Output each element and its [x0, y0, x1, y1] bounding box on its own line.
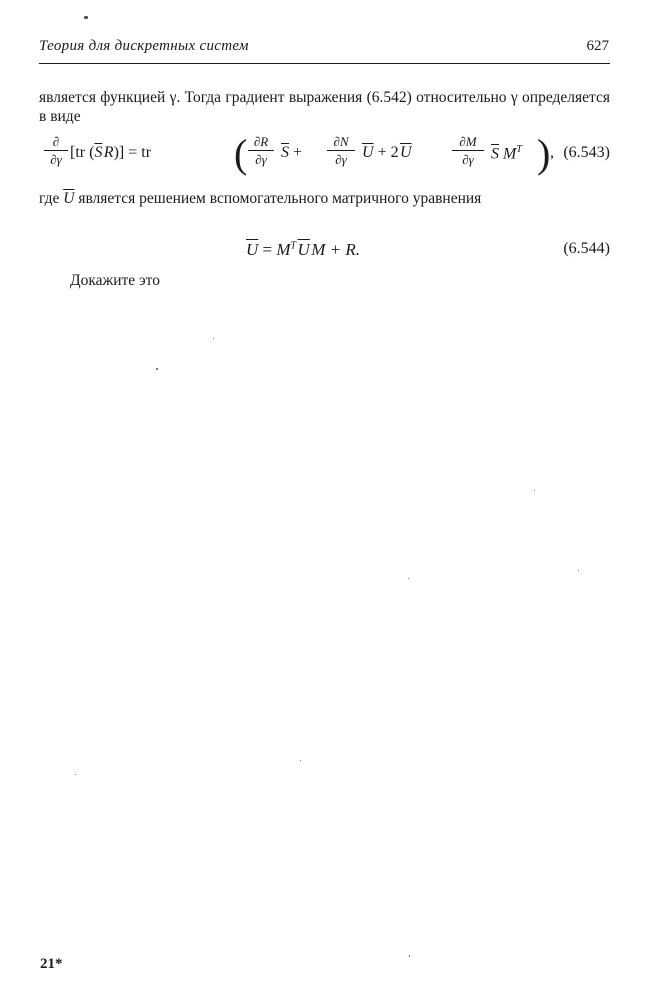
page-header — [39, 38, 609, 58]
signature-mark: 21* — [40, 956, 63, 972]
coefficient-two: 2 — [390, 144, 399, 161]
plus-sign: + — [293, 144, 303, 161]
symbol-u-bar: $\overline{U}$ — [362, 144, 374, 161]
equals-sign: = — [258, 240, 277, 259]
symbol-u-bar: $\overline{U}$ — [63, 190, 75, 207]
frac-den: ∂γ — [255, 152, 267, 167]
symbol-u-bar: $\overline{U}$ — [399, 144, 412, 161]
symbol-m: M — [276, 240, 291, 259]
frac-d-dgamma — [44, 134, 68, 167]
frac-bar — [248, 150, 274, 151]
lhs-close: )] = tr — [113, 144, 152, 161]
equation-number: (6.544) — [563, 240, 610, 257]
symbol-s-bar: $\overline{S}$ — [491, 145, 499, 163]
page-number: 627 — [586, 38, 609, 54]
equation-comma: , — [550, 144, 554, 161]
frac-bar — [452, 150, 484, 151]
equation-6-544 — [44, 240, 610, 266]
scan-speck — [213, 338, 214, 339]
paragraph-where-start: где — [39, 190, 64, 207]
frac-dn-dgamma — [327, 134, 355, 167]
scan-speck — [408, 578, 409, 579]
term-s-m-t — [491, 144, 522, 163]
symbol-m: M — [503, 145, 517, 163]
term-s-bar — [281, 144, 302, 162]
superscript-t: T — [516, 144, 522, 155]
scan-speck — [156, 368, 158, 370]
frac-bar — [327, 150, 355, 151]
scan-speck — [75, 774, 76, 775]
lhs-open: [tr ( — [70, 144, 95, 161]
scan-speck — [578, 570, 579, 571]
left-paren-icon: ( — [234, 131, 248, 176]
lhs-trace — [70, 144, 151, 162]
term-u-bar — [362, 144, 412, 162]
frac-dm-dgamma — [452, 134, 484, 167]
frac-den: ∂γ — [335, 152, 347, 167]
plus-sign: + — [377, 144, 387, 161]
symbol-s-bar: $\overline{S}$ — [281, 144, 289, 161]
scan-speck — [84, 16, 88, 19]
frac-dr-dgamma — [248, 134, 274, 167]
symbol-r: R — [103, 144, 114, 161]
symbol-u-bar: $\overline{U}$ — [297, 240, 310, 259]
equation-rest: M + R. — [311, 240, 361, 259]
equation-6-544-body — [246, 240, 360, 260]
right-paren-icon: ) — [537, 131, 551, 176]
scan-speck — [300, 760, 301, 761]
header-rule — [39, 63, 610, 64]
running-title: Теория для дискретных систем — [39, 38, 249, 54]
symbol-s-bar: $\overline{S}$ — [94, 144, 103, 161]
scan-speck — [534, 490, 535, 491]
frac-num: ∂ — [52, 134, 60, 149]
frac-den: ∂γ — [462, 152, 474, 167]
paragraph-where-end: является решением вспомогательного матричного уравнения — [74, 190, 482, 207]
superscript-t: T — [290, 240, 297, 252]
equation-number: (6.543) — [563, 144, 610, 161]
paragraph-prove: Докажите это — [70, 272, 161, 289]
symbol-u-bar: $\overline{U}$ — [246, 240, 259, 259]
equation-6-543 — [44, 131, 610, 184]
frac-num: ∂M — [459, 134, 477, 149]
frac-den: ∂γ — [50, 152, 62, 167]
frac-num: ∂N — [333, 134, 349, 149]
frac-bar — [44, 150, 68, 151]
paragraph-intro: является функцией γ. Тогда градиент выражения (6.542) относительно γ определяется в виде — [39, 89, 610, 125]
scan-speck — [409, 955, 410, 957]
paragraph-where — [39, 189, 610, 208]
frac-num: ∂R — [253, 134, 269, 149]
